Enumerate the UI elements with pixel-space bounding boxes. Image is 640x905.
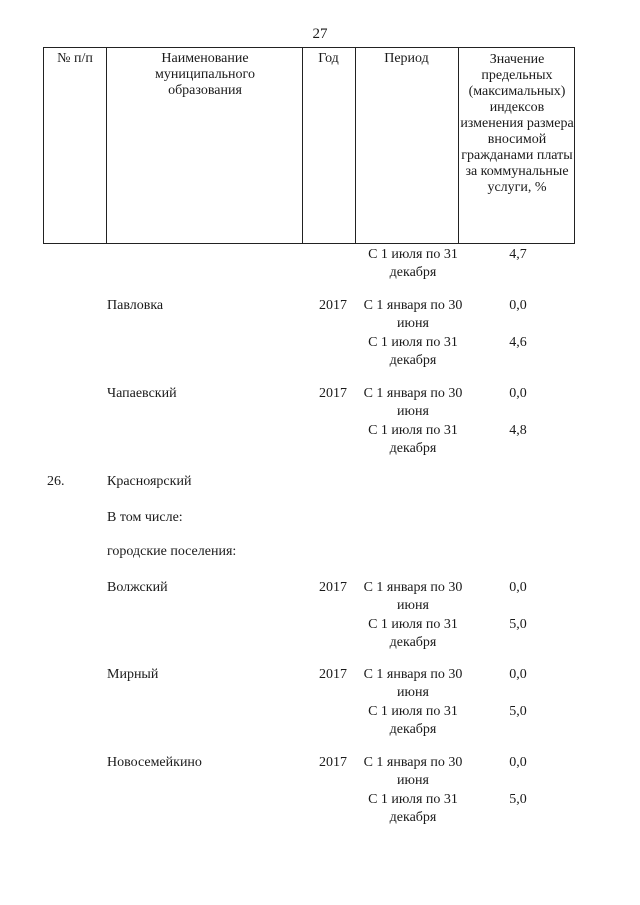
period: С 1 января по 30 июня xyxy=(363,386,463,419)
table-header xyxy=(43,47,575,244)
settlement-name: Новосемейкино xyxy=(107,755,202,770)
index-value: 5,0 xyxy=(509,704,527,719)
index-value: 0,0 xyxy=(509,298,527,313)
header-year: Год xyxy=(318,51,339,66)
year: 2017 xyxy=(319,755,347,770)
index-value: 5,0 xyxy=(509,792,527,807)
header-period: Период xyxy=(384,51,429,66)
period: С 1 января по 30 июня xyxy=(363,667,463,700)
district-name: Красноярский xyxy=(107,474,192,489)
index-value: 0,0 xyxy=(509,755,527,770)
index-value: 4,6 xyxy=(509,335,527,350)
header-name: Наименование муниципального образования xyxy=(155,51,255,98)
index-value: 0,0 xyxy=(509,386,527,401)
index-value: 4,8 xyxy=(509,423,527,438)
period: С 1 января по 30 июня xyxy=(363,755,463,788)
including-label: В том числе: xyxy=(107,510,183,525)
period: С 1 июля по 31 декабря xyxy=(368,792,458,825)
year: 2017 xyxy=(319,386,347,401)
period: С 1 января по 30 июня xyxy=(363,580,463,613)
settlement-name: Волжский xyxy=(107,580,168,595)
year: 2017 xyxy=(319,580,347,595)
year: 2017 xyxy=(319,667,347,682)
column-divider xyxy=(355,48,356,243)
row-number: 26. xyxy=(47,474,65,489)
index-value: 0,0 xyxy=(509,667,527,682)
page-number: 27 xyxy=(312,26,328,42)
period: С 1 июля по 31 декабря xyxy=(368,335,458,368)
column-divider xyxy=(302,48,303,243)
period: С 1 июля по 31 декабря xyxy=(368,617,458,650)
index-value: 0,0 xyxy=(509,580,527,595)
settlement-name: Мирный xyxy=(107,667,159,682)
header-value: Значение предельных (максимальных) индексов изменения размера вносимой гражданами платы за коммунальные услуги, % xyxy=(460,52,574,195)
year: 2017 xyxy=(319,298,347,313)
period: С 1 января по 30 июня xyxy=(363,298,463,331)
column-divider xyxy=(458,48,459,243)
index-value: 5,0 xyxy=(509,617,527,632)
period: С 1 июля по 31 декабря xyxy=(368,247,458,280)
settlement-name: Чапаевский xyxy=(107,386,177,401)
settlement-name: Павловка xyxy=(107,298,164,313)
period: С 1 июля по 31 декабря xyxy=(368,704,458,737)
period: С 1 июля по 31 декабря xyxy=(368,423,458,456)
index-value: 4,7 xyxy=(509,247,527,262)
header-number: № п/п xyxy=(57,51,93,66)
column-divider xyxy=(106,48,107,243)
urban-settlements-label: городские поселения: xyxy=(107,544,237,559)
